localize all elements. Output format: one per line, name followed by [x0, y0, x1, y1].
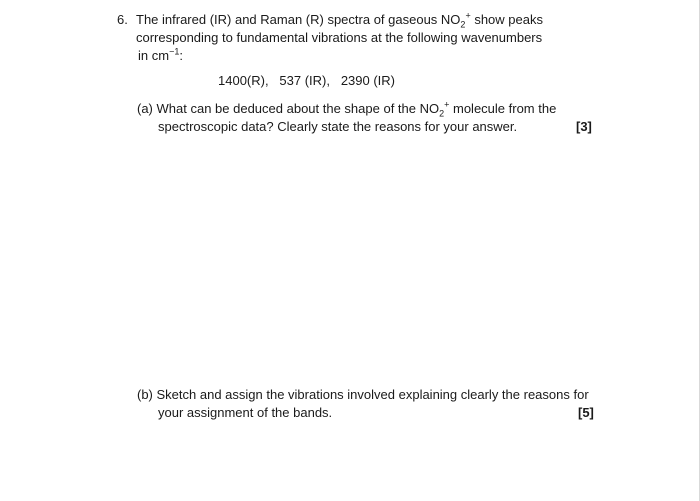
part-a-text-b: molecule from the: [449, 101, 557, 116]
part-a-text-a: What can be deduced about the shape of the NO: [156, 101, 440, 116]
intro-text-b: show peaks: [470, 12, 543, 27]
part-a-label: (a): [137, 101, 153, 116]
part-b-line-1: [137, 387, 589, 403]
units-colon: :: [179, 48, 183, 63]
intro-superscript: +: [465, 10, 471, 21]
part-a-line-2: spectroscopic data? Clearly state the reasons for your answer.: [158, 119, 518, 134]
part-b-marks: [5]: [578, 405, 594, 420]
intro-subscript: 2: [460, 19, 466, 30]
part-b-text: Sketch and assign the vibrations involved explaining clearly the reasons for: [156, 387, 589, 402]
part-a-superscript: +: [444, 99, 450, 110]
units-text: in cm: [138, 48, 170, 63]
part-b-line-2: your assignment of the bands.: [158, 405, 333, 420]
wavenumber-list: 1400(R), 537 (IR), 2390 (IR): [218, 73, 396, 88]
part-a-marks: [3]: [576, 119, 592, 134]
question-intro-line-2: corresponding to fundamental vibrations at the following wavenumbers: [136, 30, 543, 45]
question-intro-line-3: [138, 48, 183, 64]
part-a-line-1: [137, 101, 556, 117]
question-number: 6.: [117, 12, 128, 27]
part-a-subscript: 2: [439, 108, 445, 119]
units-superscript: −1: [169, 46, 180, 57]
question-intro-line-1: [136, 12, 543, 28]
part-b-label: (b): [137, 387, 153, 402]
intro-text-a: The infrared (IR) and Raman (R) spectra of gaseous NO: [136, 12, 461, 27]
